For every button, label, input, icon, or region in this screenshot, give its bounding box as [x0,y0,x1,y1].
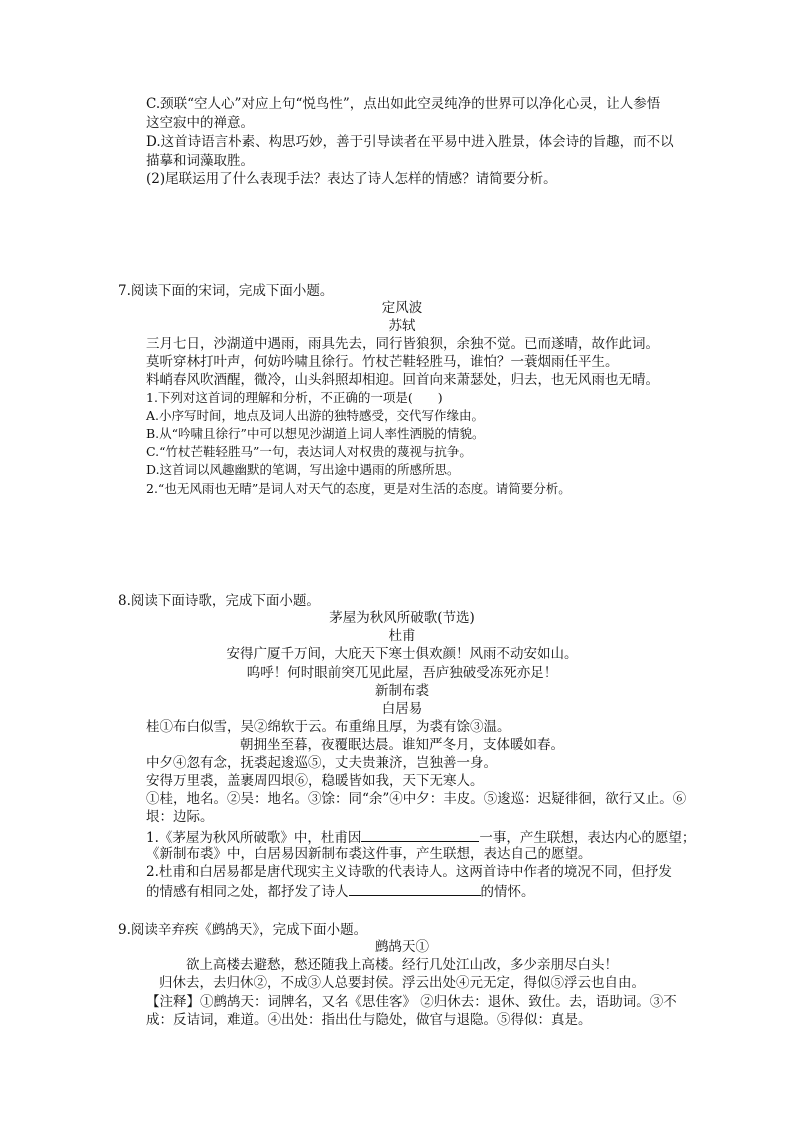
q6-subquestion-2: (2)尾联运用了什么表现手法？表达了诗人怎样的情感？请简要分析。 [146,171,557,187]
q8-poem1-line2: 呜呼！何时眼前突兀见此屋，吾庐独破受冻死亦足！ [246,665,558,681]
q7-poem-title: 定风波 [381,300,423,316]
q8-poem1-title: 茅屋为秋风所破歌(节选) [329,610,475,626]
q8-heading: 8.阅读下面诗歌，完成下面小题。 [118,593,320,609]
q7-option-c: C.“竹杖芒鞋轻胜马”一句，表达词人对权贵的蔑视与抗争。 [146,444,472,459]
answer-blank-2[interactable] [349,881,481,896]
q7-option-a: A.小序写时间，地点及词人出游的独特感受，交代写作缘由。 [146,408,485,423]
q8-subquestion-1-line1 [146,827,695,847]
q7-heading: 7.阅读下面的宋词，完成下面小题。 [118,283,334,299]
q8-s2-suffix: 的情怀。 [480,884,535,900]
q7-subquestion-2: 2.“也无风雨也无晴”是词人对天气的态度，更是对生活的态度。请简要分析。 [146,481,571,496]
q7-option-d: D.这首词以风趣幽默的笔调，写出途中遇雨的所感所思。 [146,462,460,477]
answer-blank-1[interactable] [361,827,479,842]
q8-poem2-line3: 中夕④忽有念，抚裘起逡巡⑤，丈夫贵兼济，岂独善一身。 [146,755,497,771]
q8-s2-prefix: 的情感有相同之处，都抒发了诗人 [146,884,349,900]
q8-subquestion-2-line1: 2.杜甫和白居易都是唐代现实主义诗歌的代表诗人。这两首诗中作者的境况不同，但抒发 [146,864,672,880]
q9-poem-line2: 归休去，去归休②，不成③人总要封侯。浮云出处④元无定，得似⑤浮云也自由。 [159,975,645,991]
q8-s1-suffix: 一事，产生联想，表达内心的愿望； [479,830,696,846]
q8-poem2-line4: 安得万里裘，盖裹周四垠⑥，稳暖皆如我，天下无寒人。 [146,773,484,789]
q8-subquestion-2-line2 [146,881,535,901]
q8-poem2-line2: 朝拥坐至暮，夜覆眠达晨。谁知严冬月，支体暖如春。 [240,737,564,753]
q8-poem2-title: 新制布裘 [375,683,429,699]
q8-notes-line1: ①桂，地名。②吴：地名。③馀：同“余”④中夕：丰皮。⑤逡巡：迟疑徘徊，欲行又止。⑥ [146,791,687,807]
q9-poem-line1: 欲上高楼去避愁，愁还随我上高楼。经行几处江山改，多少亲朋尽白头！ [186,957,618,973]
q8-subquestion-1-line2: 《新制布裘》中，白居易因新制布裘这件事，产生联想，表达自己的愿望。 [146,846,592,862]
q8-poem2-author: 白居易 [381,701,423,717]
q6-option-c-line2: 这空寂中的禅意。 [146,115,254,131]
q9-notes-line1: 【注释】①鹧鸪天：词牌名，又名《思佳客》 ②归休去：退休、致仕。去，语助词。③不 [146,994,677,1010]
q7-poem-author: 苏轼 [388,318,416,334]
q9-heading: 9.阅读辛弃疾《鹧鸪天》，完成下面小题。 [118,922,368,938]
q7-poem-line1: 莫听穿林打叶声，何妨吟啸且徐行。竹杖芒鞋轻胜马，谁怕？一蓑烟雨任平生。 [146,354,619,370]
q8-poem1-author: 杜甫 [388,628,416,644]
q9-poem-title: 鹧鸪天① [375,939,429,955]
q7-subquestion-1: 1.下列对这首词的理解和分析，不正确的一项是( ) [146,390,443,405]
q8-poem1-line1: 安得广厦千万间，大庇天下寒士俱欢颜！风雨不动安如山。 [226,646,578,662]
q7-option-b: B.从“吟啸且徐行”中可以想见沙湖道上词人率性洒脱的情貌。 [146,426,485,441]
q7-preface: 三月七日，沙湖道中遇雨，雨具先去，同行皆狼狈，余独不觉。已而遂晴，故作此词。 [146,336,659,352]
q6-option-c-line1: C.颈联“空人心”对应上句“悦鸟性”，点出如此空灵纯净的世界可以净化心灵，让人参悟 [146,96,661,112]
q9-notes-line2: 成：反诘词，难道。④出处：指出仕与隐处，做官与退隐。⑤得似：真是。 [146,1012,592,1028]
q6-option-d-line1: D.这首诗语言朴素、构思巧妙，善于引导读者在平易中进入胜景，体会诗的旨趣，而不以 [146,134,674,150]
q8-s1-prefix: 1.《茅屋为秋风所破歌》中，杜甫因 [146,830,362,846]
q6-option-d-line2: 描摹和词藻取胜。 [146,153,254,169]
q7-poem-line2: 料峭春风吹酒醒，微冷，山头斜照却相迎。回首向来萧瑟处，归去，也无风雨也无晴。 [146,372,659,388]
q8-poem2-line1: 桂①布白似雪，吴②绵软于云。布重绵且厚，为裘有馀③温。 [146,719,511,735]
q8-notes-line2: 垠：边际。 [146,809,214,825]
